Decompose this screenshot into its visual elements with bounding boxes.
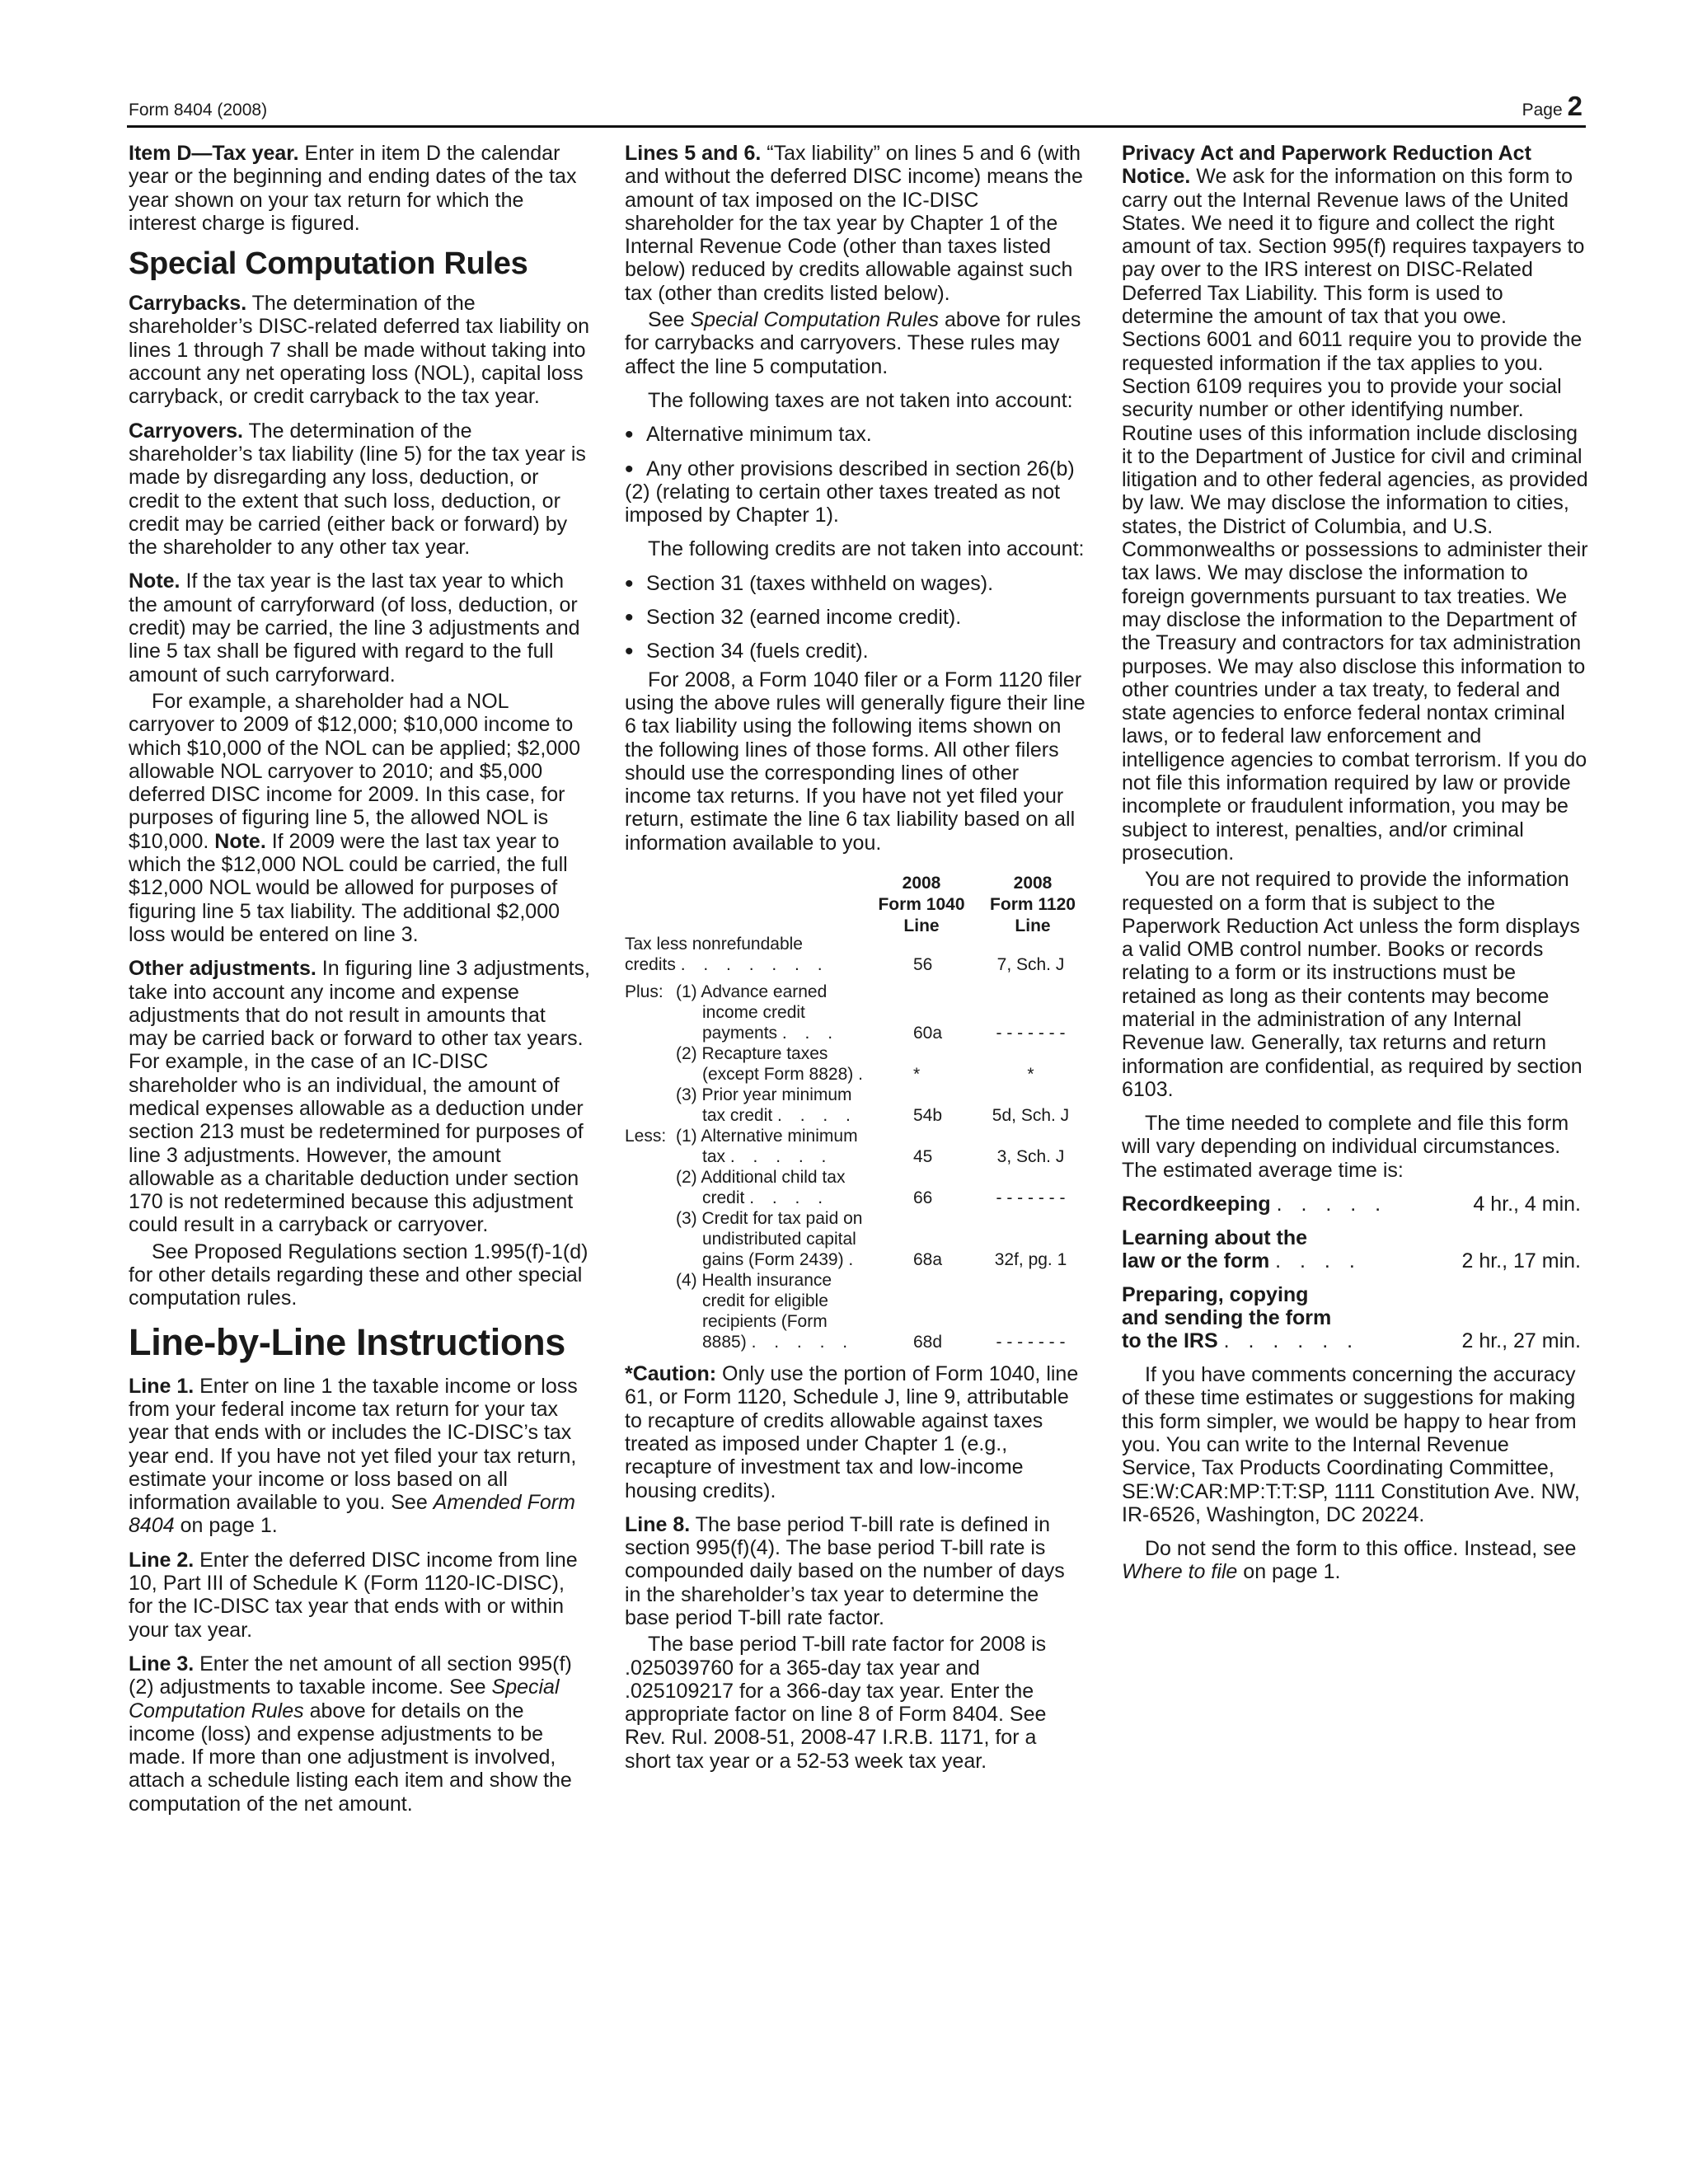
table-row: Less: (1) Alternative minimum tax . . . . . 45 3, Sch. J <box>625 1127 1065 1167</box>
time-recordkeeping: Recordkeeping . . . . . 4 hr., 4 min. <box>1122 1193 1581 1216</box>
table-row: (3) Credit for tax paid on undistributed capital gains (Form 2439) . 68a 32f, pg. 1 <box>676 1209 1067 1270</box>
line1-paragraph: Line 1. Enter on line 1 the taxable income or loss from your federal income tax return for your tax year that ends with or includes the IC-DISC’s tax year end. If you have not yet filed your tax return, estimate your income or loss based on all information available to you. See Amended Form 8404 on page 1. <box>129 1374 578 1538</box>
col-header-1040: 2008 Form 1040 Line <box>878 874 965 936</box>
tbill-factor-paragraph: The base period T-bill rate factor for 2008 is .025039760 for a 365-day tax year and .025109217 for a 366-day tax year. Enter the appropriate factor on line 8 of Form 8404. See Rev. Rul. 2008-51, 2008-47 I.R.B. 1171, for a short tax year or a 52-53 week tax year. <box>625 1633 1047 1773</box>
taxes-intro: The following taxes are not taken into account: <box>648 388 1073 412</box>
other-adjustments-paragraph: Other adjustments. In figuring line 3 adjustments, take into account any income and expense adjustments that do not result in amounts that may be carried back or forward to other tax years. For example, in the case of an IC-DISC shareholder who is an individual, the amount of medical expenses allowable as a deduction under section 213 must be redetermined for purposes of line 3 adjustments. However, the amount allowable as a charitable deduction under section 170 is not redetermined because this adjustment could result in a carryback or carryover. <box>129 957 590 1237</box>
table-row: Plus: (1) Advance earned income credit payments . . . 60a - - - - - - - <box>625 982 1066 1043</box>
bullet-item: • Section 32 (earned income credit). <box>625 604 962 632</box>
credits-intro: The following credits are not taken into account: <box>648 537 1085 561</box>
table-row: (4) Health insurance credit for eligible recipients (Form 8885) . . . . . 68d - - - - - - - <box>676 1271 1066 1352</box>
page-number: Page 2 <box>1522 91 1582 121</box>
caution-paragraph: *Caution: Only use the portion of Form 1040, line 61, or Form 1120, Schedule J, line 9, attributable to recapture of credits allowable against taxes treated as imposed under Chapter 1 (e.g., recapture of investment tax and low-income housing credits). <box>625 1362 1079 1502</box>
comments-paragraph: If you have comments concerning the accuracy of these time estimates or suggestions for making this form simpler, we would be happy to hear from you. You can write to the Internal Revenue Service, Tax Products Coordinating Committee, SE:W:CAR:MP:T:T:SP, 1111 Constitution Ave. NW, IR-6526, Washington, DC 20224. <box>1122 1363 1580 1526</box>
line-reference-table <box>625 866 1086 1352</box>
column-left <box>129 142 590 1826</box>
form-id: Form 8404 (2008) <box>129 101 268 120</box>
special-computation-heading: Special Computation Rules <box>129 246 528 282</box>
not-required-paragraph: You are not required to provide the information requested on a form that is subject to the Paperwork Reduction Act unless the form displays a valid OMB control number. Books or records relating to a form or its instructions must be retained as long as their contents may become material in the administration of any Internal Revenue law. Generally, tax returns and return information are confidential, as required by section 6103. <box>1122 868 1582 1101</box>
do-not-send-paragraph: Do not send the form to this office. Instead, see Where to file on page 1. <box>1122 1537 1577 1584</box>
carryovers-paragraph: Carryovers. The determination of the shareholder’s tax liability (line 5) for the tax year is made by disregarding any loss, deduction, or credit to the extent that such loss, deduction, or credit may be carried (either back or forward) by the shareholder to any other tax year. <box>129 419 586 560</box>
bullet-item: • Section 31 (taxes withheld on wages). <box>625 569 994 598</box>
table-row: (2) Additional child tax credit . . . . 66 - - - - - - - <box>676 1168 1066 1208</box>
column-right <box>1122 142 1589 1595</box>
for-2008-paragraph: For 2008, a Form 1040 filer or a Form 1120 filer using the above rules will generally figure their line 6 tax liability using the following items shown on the following lines of those forms. All other filers should use the corresponding lines of other income tax returns. If you have not yet filed your return, estimate the line 6 tax liability based on all information available to you. <box>625 668 1085 855</box>
line8-paragraph: Line 8. The base period T-bill rate is defined in section 995(f)(4). The base period T-bill rate is compounded daily based on the number of days in the shareholder’s tax year to determine the base period T-bill rate factor. <box>625 1512 1065 1629</box>
table-row: Tax less nonrefundable credits . . . . . . . 56 7, Sch. J <box>625 935 1065 975</box>
table-row: (2) Recapture taxes (except Form 8828) . * * <box>676 1044 1034 1085</box>
column-middle <box>625 142 1086 1783</box>
example-paragraph: For example, a shareholder had a NOL carryover to 2009 of $12,000; $10,000 income to which $10,000 of the NOL can be applied; $2,000 allowable NOL carryover to 2010; and $5,000 deferred DISC income for 2009. In this case, for purposes of figuring line 5, the allowed NOL is $10,000. Note. If 2009 were the last tax year to which the $12,000 NOL could be carried, the full $12,000 NOL would be allowed for purposes of figuring line 5 tax liability. The additional $2,000 loss would be entered on line 3. <box>129 689 581 946</box>
bullet-item: • Alternative minimum tax. <box>625 421 872 449</box>
see-rules-paragraph: See Special Computation Rules above for rules for carrybacks and carryovers. These rules may affect the line 5 computation. <box>625 308 1081 378</box>
bullet-item: • Section 34 (fuels credit). <box>625 638 869 666</box>
line3-paragraph: Line 3. Enter the net amount of all section 995(f)(2) adjustments to taxable income. See Special Computation Rules above for details on the income (loss) and expense adjustments to be made. If more than one adjustment is involved, attach a schedule listing each item and show the computation of the net amount. <box>129 1652 572 1816</box>
line2-paragraph: Line 2. Enter the deferred DISC income from line 10, Part III of Schedule K (Form 1120-IC-DISC), for the IC-DISC tax year that ends with or within your tax year. <box>129 1548 578 1642</box>
item-d-paragraph: Item D—Tax year. Enter in item D the calendar year or the beginning and ending dates of the tax year shown on your tax return for which the interest charge is figured. <box>129 142 577 235</box>
line-by-line-heading: Line-by-Line Instructions <box>129 1320 566 1363</box>
note-paragraph: Note. If the tax year is the last tax year to which the amount of carryforward (of loss, deduction, or credit) may be carried, the line 3 adjustments and line 5 tax shall be figured with regard to the full amount of such carryforward. <box>129 569 580 687</box>
page-header <box>127 91 1586 128</box>
time-needed-paragraph: The time needed to complete and file this form will vary depending on individual circumstances. The estimated average time is: <box>1122 1112 1569 1182</box>
bullet-item: • Any other provisions described in section 26(b)(2) (relating to certain other taxes treated as not imposed by Chapter 1). <box>625 455 1075 527</box>
lines-5-6-paragraph: Lines 5 and 6. “Tax liability” on lines 5 and 6 (with and without the deferred DISC income) means the amount of tax imposed on the IC-DISC shareholder for the tax year by Chapter 1 of the Internal Revenue Code (other than taxes listed below) reduced by credits allowable against such tax (other than credits listed below). <box>625 142 1083 305</box>
table-row: (3) Prior year minimum tax credit . . . . 54b 5d, Sch. J <box>676 1085 1070 1126</box>
carrybacks-paragraph: Carrybacks. The determination of the shareholder’s DISC-related deferred tax liability on lines 1 through 7 shall be made without taking into account any net operating loss (NOL), capital loss carryback, or credit carryback to the tax year. <box>129 292 590 409</box>
privacy-act-paragraph: Privacy Act and Paperwork Reduction Act Notice. We ask for the information on this form to carry out the Internal Revenue laws of the United States. We need it to figure and collect the right amount of tax. Section 995(f) requires taxpayers to pay over to the IRS interest on DISC-Related Deferred Tax Liability. This form is used to determine the amount of tax that you owe. Sections 6001 and 6011 require you to provide the requested information if the tax applies to you. Section 6109 requires you to provide your social security number or other identifying number. Routine uses of this information include disclosing it to the Department of Justice for civil and criminal litigation and to other federal agencies, as provided by law. We may disclose the information to cities, states, the District of Columbia, and U.S. Commonwealths or possessions to administer their tax laws. We may disclose the information to foreign governments pursuant to tax treaties. We may disclose the information to the Department of the Treasury and contractors for tax administration purposes. We may also disclose this information to other countries under a tax treaty, to federal and state agencies to enforce federal nontax criminal laws, or to federal law enforcement and intelligence agencies to combat terrorism. If you do not file this information required by law or provide incomplete or fraudulent information, you may be subject to interest, penalties, and/or criminal prosecution. <box>1122 142 1588 865</box>
col-header-1120: 2008 Form 1120 Line <box>990 874 1076 936</box>
proposed-regulations-paragraph: See Proposed Regulations section 1.995(f)-1(d) for other details regarding these and other special computation rules. <box>129 1240 588 1310</box>
table-header <box>625 866 1086 934</box>
time-preparing: Preparing, copying and sending the form to the IRS . . . . . . 2 hr., 27 min. <box>1122 1283 1581 1353</box>
time-learning: Learning about the law or the form . . . . 2 hr., 17 min. <box>1122 1226 1581 1273</box>
